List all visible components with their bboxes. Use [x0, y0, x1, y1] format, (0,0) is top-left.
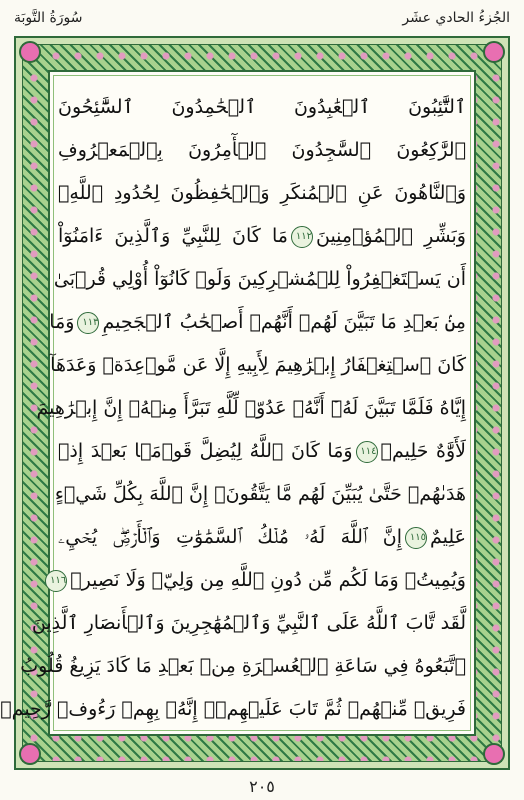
verse-text: مَا كَانَ لِلنَّبِيِّ وَٱلَّذِينَ ءَامَنُوٓاْ: [58, 225, 288, 247]
verse-text: لَأَوَّٰهٌ حَلِيمٞ: [380, 440, 466, 462]
surah-title: سُورَةُ التَّوبَة: [14, 10, 83, 26]
verse-text: وَمَا كَانَ ٱللَّهُ لِيُضِلَّ قَوۡمَۢا بَعۡدَ إِذۡ: [58, 440, 353, 462]
ayah-marker-icon: ١١٤: [356, 441, 378, 463]
juz-title: الجُزءُ الحادي عشَر: [402, 10, 510, 26]
verse-text: ٱتَّبَعُوهُ فِي سَاعَةِ ٱلۡعُسۡرَةِ مِنۢ بَعۡدِ مَا كَادَ يَزِيغُ قُلُوبُ: [20, 655, 466, 677]
verse-text: عَلِيمٌ: [429, 526, 466, 548]
verse-line: [36, 387, 466, 429]
quran-text: [0, 86, 466, 732]
page-number: ٢٠٥: [249, 777, 275, 796]
verse-line: [0, 688, 466, 730]
verse-line: [31, 602, 466, 644]
verse-line: [58, 172, 466, 214]
verse-text: وَمَا: [49, 311, 75, 333]
corner-rosette-icon: [19, 743, 41, 765]
verse-line: [58, 215, 466, 257]
verse-text: مِنۢ بَعۡدِ مَا تَبَيَّنَ لَهُمۡ أَنَّهُمۡ أَصۡحَٰبُ ٱلۡجَحِيمِ: [102, 311, 466, 333]
verse-line: [58, 86, 466, 128]
verse-text: فَرِيقٖ مِّنۡهُمۡ ثُمَّ تَابَ عَلَيۡهِمۡۚ إِنَّهُۥ بِهِمۡ رَءُوفٞ رَّحِيمٞ: [0, 698, 466, 720]
ayah-marker-icon: ١١٦: [45, 570, 67, 592]
verse-line: [53, 258, 466, 300]
corner-rosette-icon: [483, 743, 505, 765]
verse-text: وَٱلنَّاهُونَ عَنِ ٱلۡمُنكَرِ وَٱلۡحَٰفِظُونَ لِحُدُودِ ٱللَّهِۗ: [58, 182, 466, 204]
verse-text: إِيَّاهُ فَلَمَّا تَبَيَّنَ لَهُۥٓ أَنَّهُۥ عَدُوّٞ لِّلَّهِ تَبَرَّأَ مِنۡهُۚ إِنَّ إِبۡرَٰهِيمَ: [36, 397, 466, 419]
verse-text: ٱلرَّٰكِعُونَ ٱلسَّٰجِدُونَ ٱلۡأٓمِرُونَ بِٱلۡمَعۡرُوفِ: [58, 139, 466, 161]
verse-line: [50, 559, 466, 601]
verse-text: وَبَشِّرِ ٱلۡمُؤۡمِنِينَ: [315, 225, 466, 247]
verse-text: إِنَّ ٱللَّهَ لَهُۥ مُلۡكُ ٱلسَّمَٰوَٰتِ وَٱلۡأَرۡضِۖ يُحۡيِۦ: [58, 526, 402, 548]
verse-line: [20, 645, 466, 687]
verse-line: [49, 301, 466, 343]
verse-line: [58, 129, 466, 171]
verse-text: وَيُمِيتُۚ وَمَا لَكُم مِّن دُونِ ٱللَّهِ مِن وَلِيّٖ وَلَا نَصِيرٖ: [70, 569, 466, 591]
verse-text: لَّقَد تَّابَ ٱللَّهُ عَلَى ٱلنَّبِيِّ وَٱلۡمُهَٰجِرِينَ وَٱلۡأَنصَارِ ٱلَّذِينَ: [31, 612, 466, 634]
verse-text: أَن يَسۡتَغۡفِرُواْ لِلۡمُشۡرِكِينَ وَلَوۡ كَانُوٓاْ أُوْلِي قُرۡبَىٰ: [53, 268, 466, 290]
verse-text: كَانَ ٱسۡتِغۡفَارُ إِبۡرَٰهِيمَ لِأَبِيهِ إِلَّا عَن مَّوۡعِدَةٖ وَعَدَهَآ: [50, 354, 466, 376]
verse-line: [58, 430, 466, 472]
verse-text: ٱلتَّٰٓئِبُونَ ٱلۡعَٰبِدُونَ ٱلۡحَٰمِدُونَ ٱلسَّٰٓئِحُونَ: [58, 96, 466, 118]
ayah-marker-icon: ١١٥: [405, 527, 427, 549]
verse-text: هَدَىٰهُمۡ حَتَّىٰ يُبَيِّنَ لَهُم مَّا يَتَّقُونَۚ إِنَّ ٱللَّهَ بِكُلِّ شَيۡءٍ: [54, 483, 466, 505]
ayah-marker-icon: ١١٢: [291, 226, 313, 248]
verse-line: [50, 344, 466, 386]
corner-rosette-icon: [19, 41, 41, 63]
verse-line: [58, 516, 466, 558]
ayah-marker-icon: ١١٣: [77, 312, 99, 334]
page-header: [14, 6, 510, 30]
verse-line: [54, 473, 466, 515]
corner-rosette-icon: [483, 41, 505, 63]
